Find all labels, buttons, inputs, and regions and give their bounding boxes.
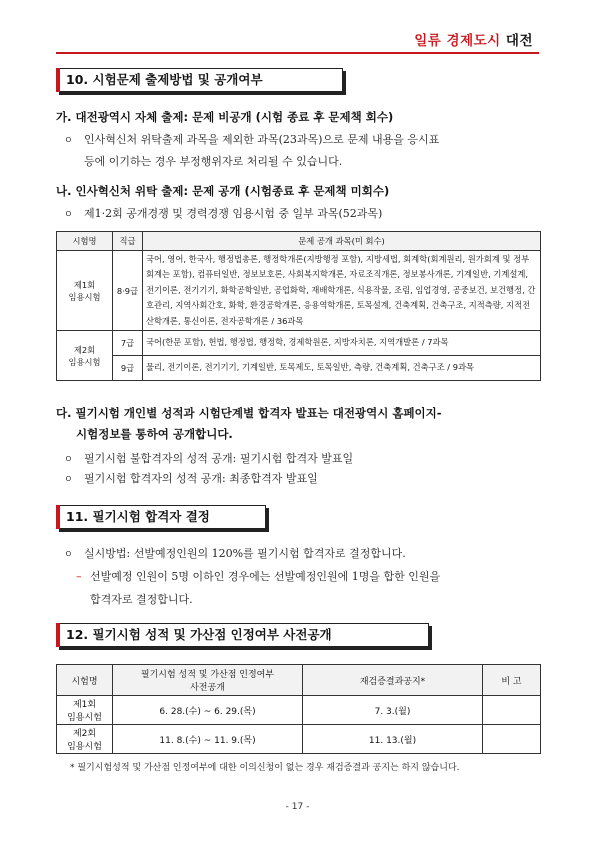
row1-note [483,696,541,725]
row2-recheck: 11. 13.(월) [303,725,483,754]
sec10-da-heading-line2: 시험정보를 통하여 공개합니다. [76,427,233,441]
section-12-title-text: 12. 필기시험 성적 및 가산점 인정여부 사전공개 [66,627,332,642]
header-note: 비 고 [483,665,541,696]
sec10-na-heading: 나. 인사혁신처 위탁 출제: 문제 공개 (시험종료 후 문제책 미회수) [56,184,390,198]
bullet-mark: ㅇ [64,550,73,560]
row2-grade-b: 9급 [113,356,143,381]
row2-grade-a: 7급 [113,331,143,356]
brand-slogan [414,29,533,49]
disclosure-table [56,664,541,754]
sec11-dash-line2: 합격자로 결정합니다. [90,593,193,606]
dash-mark: – [76,570,82,583]
row2-subjects-a: 국어(한문 포함), 헌법, 행정법, 행정학, 경제학원론, 지방자치론, 지역개발론 / 7과목 [143,331,541,356]
row1-subjects: 국어, 영어, 한국사, 행정법총론, 행정학개론(지방행정 포함), 지방세법, 회계학(회계원리, 원가회계 및 정부회계는 포함), 컴퓨터일반, 정보보호론, 사회복지학개론, 자료조직개론, 정보봉사개론, 기계일반, 기계설계, 전기이론, 전기기기, 화학공학일반, 공업화학, 재배학개론, 식용작물, 조림, 임업경영, 공중보건, 보건행정, 간호관리, 지역사회간호, 화학, 환경공학개론, 응용역학개론, 토목설계, 건축계획, 건축구조, 지적측량, 지적전산학개론, 통신이론, 전자공학개론 / 36과목 [143,251,541,331]
row1-exam-line1: 제1회 [73,279,96,290]
header-disclosure-line2: 사전공개 [190,683,225,693]
sec10-da-bullet1 [64,449,353,470]
row2-exam-line2: 임용시험 [68,356,101,367]
brand-slogan-red: 일류 경제도시 [414,33,501,49]
header-exam: 시험명 [57,665,113,696]
page-number: - 17 - [285,802,310,812]
row1-exam-line2: 임용시험 [68,291,101,302]
sec10-ga-heading: 가. 대전광역시 자체 출제: 문제 비공개 (시험 종료 후 문제책 회수) [56,110,394,124]
brand-slogan-city: 대전 [505,33,533,49]
sec11-dash [76,567,440,587]
row1-grade: 8·9급 [113,251,143,331]
sec11-dash-line1: 선발예정 인원이 5명 이하인 경우에는 선발예정인원에 1명을 합한 인원을 [90,570,441,583]
bullet-mark: ㅇ [64,136,73,146]
row2-subjects-b: 물리, 전기이론, 전기기기, 기계일반, 토목제도, 토목일반, 측량, 건축계획, 건축구조 / 9과목 [143,356,541,381]
bullet-mark: ㅇ [64,455,73,465]
row1-exam [57,696,113,725]
subjects-table-header [57,232,541,251]
sec10-da-bullet2-text: 필기시험 합격자의 성적 공개: 최종합격자 발표일 [84,472,318,485]
row2-exam-line1: 제2회 [72,729,97,739]
sec10-da-bullet2 [64,469,318,490]
section-10-title [56,68,343,92]
sec10-da-heading-line1: 다. 필기시험 개인별 성적과 시험단계별 합격자 발표는 대전광역시 홈페이지- [56,406,442,420]
row2-exam [57,725,113,754]
sec10-da-bullet1-text: 필기시험 불합격자의 성적 공개: 필기시험 합격자 발표일 [84,452,354,465]
header-exam: 시험명 [57,232,113,251]
subjects-table [56,231,541,381]
table-row [57,725,541,754]
section-11-title-text: 11. 필기시험 합격자 결정 [66,509,210,524]
sec10-na-bullet [64,204,382,225]
sec10-ga-bullet-line1: 인사혁신처 위탁출제 과목을 제외한 과목(23과목)으로 문제 내용을 응시표 [84,133,440,146]
sec11-bullet-text: 실시방법: 선발예정인원의 120%를 필기시험 합격자로 결정합니다. [84,547,406,560]
table-row [57,696,541,725]
sec10-ga-bullet-line2: 등에 이기하는 경우 부정행위자로 처리될 수 있습니다. [84,155,343,168]
row2-exam-line1: 제2회 [73,344,96,355]
row1-exam-line1: 제1회 [72,700,97,710]
row1-exam [57,251,113,331]
row2-exam-line2: 임용시험 [67,742,102,752]
footnote: * 필기시험성적 및 가산점 인정여부에 대한 이의신청이 없는 경우 재검증결과 공지는 하지 않습니다. [70,763,460,773]
header-disclosure [113,665,303,696]
bullet-mark: ㅇ [64,475,73,485]
table-row [57,356,541,381]
sec11-bullet [64,544,406,565]
row2-exam [57,331,113,381]
section-11-title [56,505,266,529]
sec10-ga-bullet [64,130,439,151]
header-subjects: 문제 공개 과목(미 회수) [143,232,541,251]
row2-note [483,725,541,754]
row1-disclosure: 6. 28.(수) ~ 6. 29.(목) [113,696,303,725]
sec10-na-bullet-text: 제1·2회 공개경쟁 및 경력경쟁 임용시험 중 일부 과목(52과목) [84,207,383,220]
header-grade: 직급 [113,232,143,251]
row1-exam-line2: 임용시험 [67,713,102,723]
header-disclosure-line1: 필기시험 성적 및 가산점 인정여부 [140,670,275,680]
header-rule [56,52,539,54]
bullet-mark: ㅇ [64,210,73,220]
section-12-title [56,623,429,647]
disclosure-table-header [57,665,541,696]
row2-disclosure: 11. 8.(수) ~ 11. 9.(목) [113,725,303,754]
row1-recheck: 7. 3.(월) [303,696,483,725]
table-row [57,251,541,331]
table-row [57,331,541,356]
section-10-title-text: 10. 시험문제 출제방법 및 공개여부 [66,72,263,87]
header-recheck: 재검증결과공지* [303,665,483,696]
